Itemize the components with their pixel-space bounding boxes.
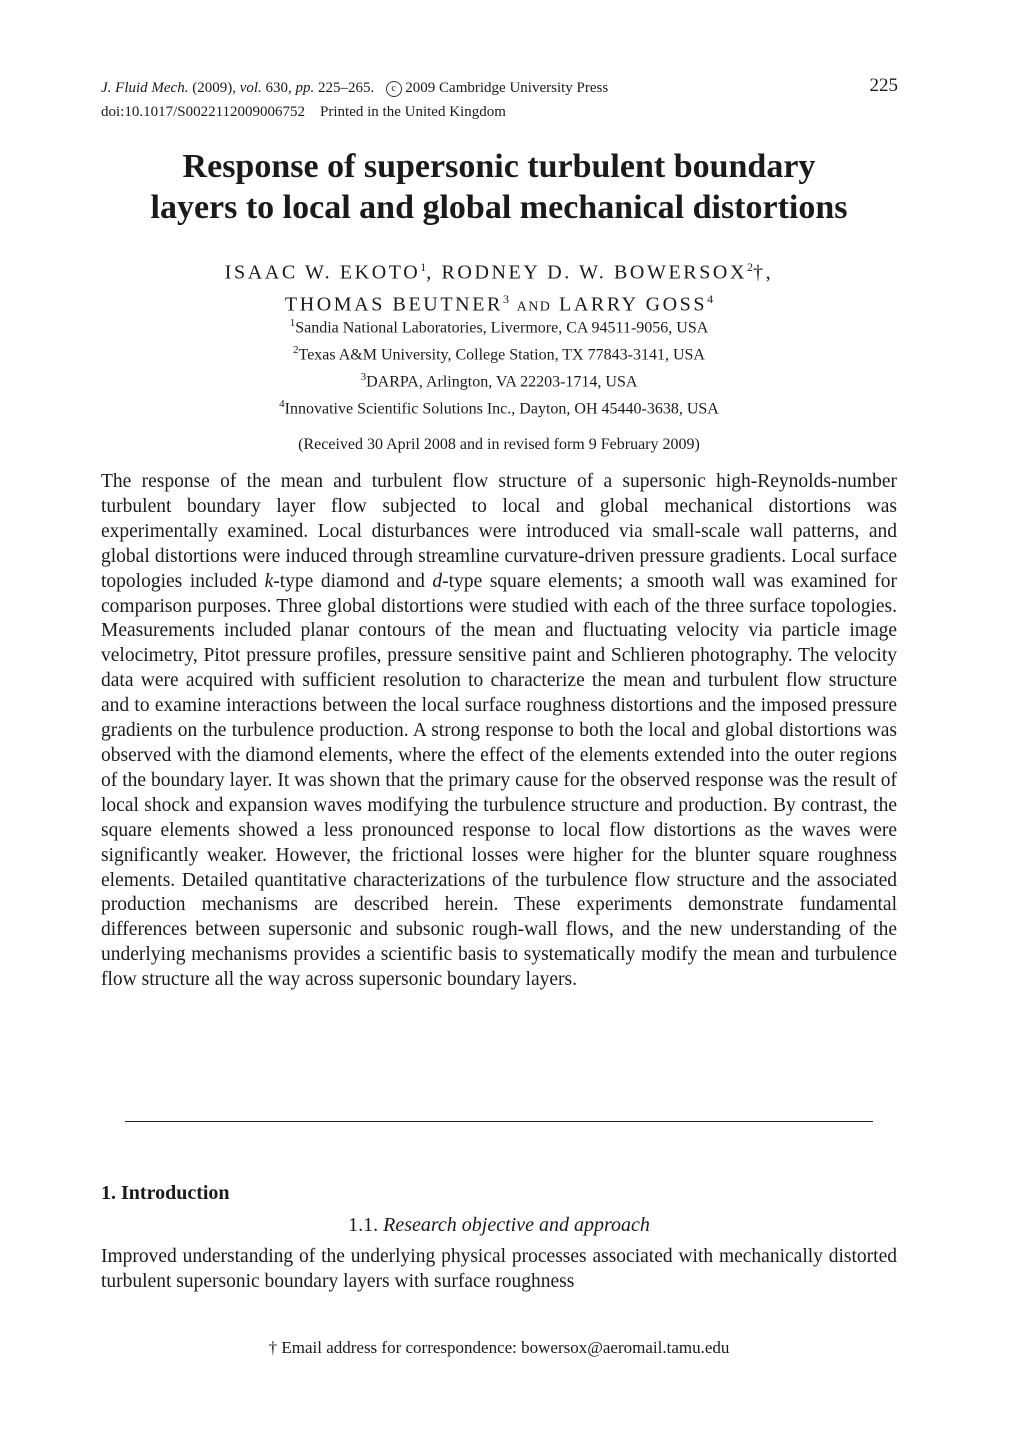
received-dates: (Received 30 April 2008 and in revised form 9 February 2009)	[298, 436, 700, 453]
author-list: ISAAC W. EKOTO$^1$, RODNEY D. W. BOWERSOX$^2$†, THOMAS BEUTNER$^3$ AND LARRY GOSS$^4$	[224, 260, 774, 316]
subsection-heading: 1.1. Research objective and approach	[348, 1214, 650, 1236]
page-number: 225	[869, 75, 898, 96]
affiliation: $^2$Texas A&M University, College Station, TX 77843-3141, USA	[293, 344, 705, 364]
paper-title: Response of supersonic turbulent boundary layers to local and global mechanical distortions	[150, 148, 848, 226]
intro-paragraph: Improved understanding of the underlying physical processes associated with mechanically distorted turbulent supersonic boundary layers with surface roughness	[101, 1246, 897, 1292]
correspondence-footnote: † Email address for correspondence: bowersox@aeromail.tamu.edu	[268, 1338, 730, 1357]
affiliation: $^1$Sandia National Laboratories, Livermore, CA 94511-9056, USA	[289, 317, 709, 337]
abstract: The response of the mean and turbulent flow structure of a supersonic high-Reynolds-number turbulent boundary layer flow subjected to local and global mechanical distortions was experimentally examined. Local disturbances were introduced via small-scale wall patterns, and global distortions were induced through streamline curvature-driven pressure gradients. Local surface topologies included k-type diamond and d-type square elements; a smooth wall was examined for comparison purposes. Three global distortions were studied with each of the three surface topologies. Measurements included planar contours of the mean and fluctuating velocity via particle image velocimetry, Pitot pressure profiles, pressure sensitive paint and Schlieren photography. The velocity data were acquired with sufficient resolution to characterize the mean and turbulent flow structure and to examine interactions between the local surface roughness distortions and the imposed pressure gradients on the turbulence production. A strong response to both the local and global distortions was observed with the diamond elements, where the effect of the elements extended into the outer regions of the boundary layer. It was shown that the primary cause for the observed response was the result of local shock and expansion waves modifying the turbulence structure and production. By contrast, the square elements showed a less pronounced response to local flow distortions as the waves were significantly weaker. However, the frictional losses were higher for the blunter square roughness elements. Detailed quantitative characterizations of the turbulence flow structure and the associated production mechanisms are described herein. These experiments demonstrate fundamental differences between supersonic and subsonic rough-wall flows, and the new understanding of the underlying mechanisms provides a scientific basis to systematically modify the mean and turbulence flow structure all the way across supersonic boundary layers.	[101, 471, 897, 991]
copyright-icon: c	[386, 81, 402, 97]
journal-citation: J. Fluid Mech. (2009), vol. 630, pp. 225–265. c 2009 Cambridge University Press	[101, 80, 609, 96]
section-heading: 1. Introduction	[101, 1182, 230, 1204]
affiliation: $^4$Innovative Scientific Solutions Inc., Dayton, OH 45440-3638, USA	[279, 398, 719, 418]
doi-line: doi:10.1017/S0022112009006752 Printed in the United Kingdom	[101, 104, 506, 120]
abstract-divider	[125, 1121, 873, 1122]
affiliation: $^3$DARPA, Arlington, VA 22203-1714, USA	[360, 371, 638, 391]
